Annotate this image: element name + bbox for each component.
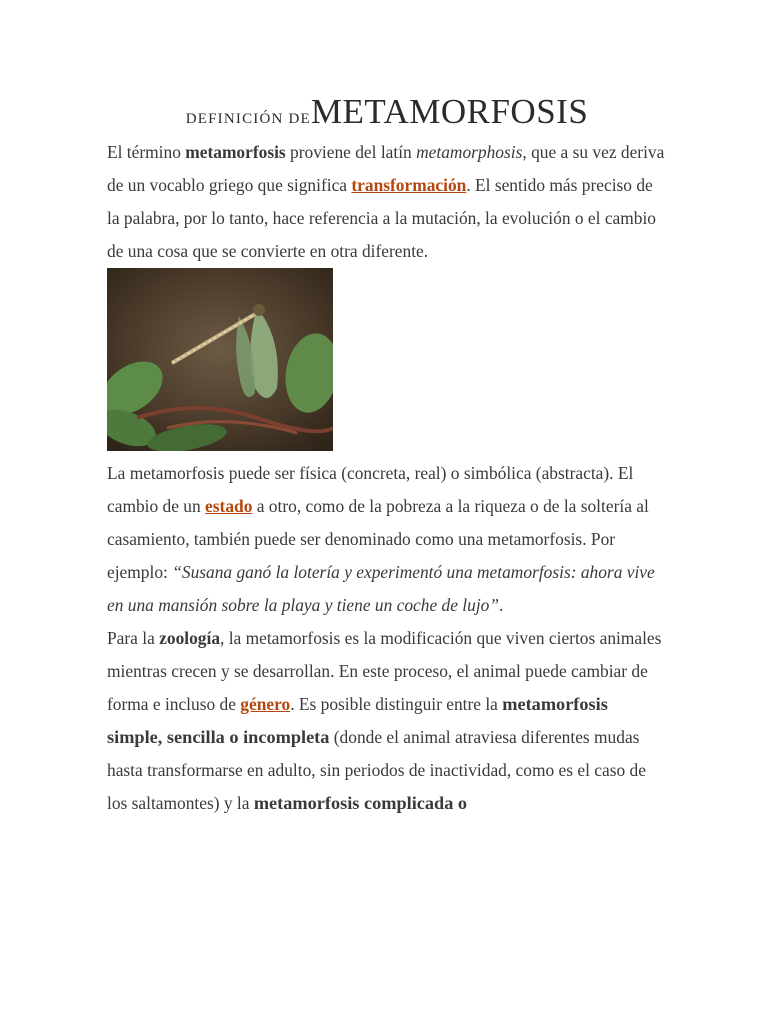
italic-term: metamorphosis [416, 142, 523, 162]
bold-term: metamorfosis simple, sencilla o incompleta [107, 694, 608, 747]
text-run: a otro, como de la pobreza a la riqueza o de la soltería al casamiento, también puede ser denominado como una metamorfosis. Por ejemplo: [107, 496, 649, 582]
page-title [107, 92, 667, 132]
link-estado[interactable]: estado [205, 496, 253, 516]
title-main: METAMORFOSIS [310, 92, 589, 131]
link-genero[interactable]: género [240, 694, 291, 714]
title-prefix: DEFINICIÓN DE [185, 111, 311, 127]
link-transformacion[interactable]: transformación [351, 175, 467, 195]
text-run: Para la [107, 628, 160, 648]
text-run: El término [107, 142, 186, 162]
italic-example: “Susana ganó la lotería y experimentó una metamorfosis: ahora vive en una mansión sobre la playa y tiene un coche de lujo” [107, 562, 655, 615]
paragraph-physical-symbolic [107, 457, 667, 622]
text-run: proviene del latín [285, 142, 417, 162]
dragonfly-photo [107, 268, 333, 451]
document-page [107, 92, 667, 820]
bold-term: metamorfosis [185, 142, 286, 162]
text-run: La metamorfosis puede ser física (concreta, real) o simbólica (abstracta). El cambio de un [107, 463, 634, 516]
text-run: , que a su vez deriva de un vocablo griego que significa [107, 142, 665, 195]
bold-term: zoología [159, 628, 221, 648]
bold-term: metamorfosis complicada o [253, 793, 468, 813]
text-run: . [499, 595, 504, 615]
text-run: , la metamorfosis es la modificación que viven ciertos animales mientras crecen y se desarrollan. En este proceso, el animal puede cambiar de forma e incluso de [107, 628, 662, 714]
paragraph-intro [107, 136, 667, 268]
text-run: . El sentido más preciso de la palabra, por lo tanto, hace referencia a la mutación, la evolución o el cambio de una cosa que se convierte en otra diferente. [107, 175, 657, 261]
text-run: (donde el animal atraviesa diferentes mudas hasta transformarse en adulto, sin periodos de inactividad, como es el caso de los saltamontes) y la [107, 727, 646, 813]
text-run: . Es posible distinguir entre la [290, 694, 503, 714]
paragraph-zoologia [107, 622, 667, 820]
